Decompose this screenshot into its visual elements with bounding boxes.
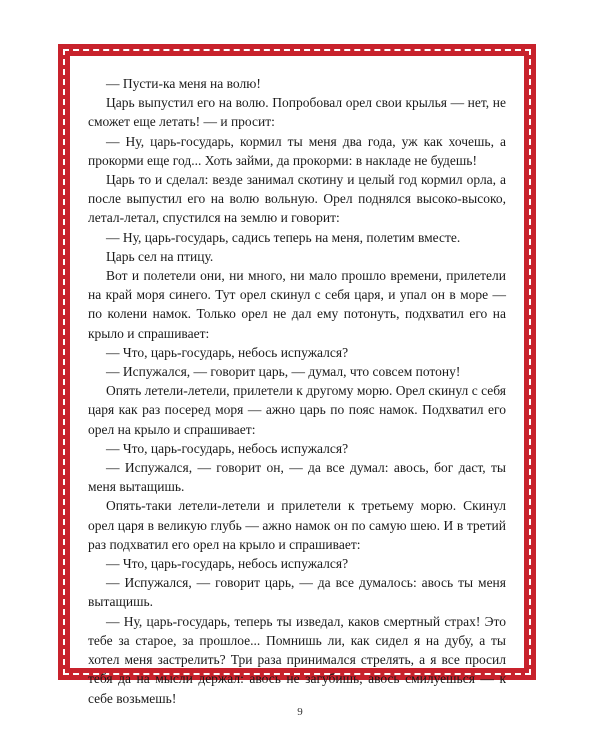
paragraph: — Испужался, — говорит он, — да все думал: авось, бог даст, ты меня вытащишь. bbox=[88, 460, 506, 495]
paragraph: Царь то и сделал: везде занимал скотину и целый год кормил орла, а после выпустил его на волю вольную. Орел поднялся высоко-высоко, летал-летал, спустился на землю и говорит: bbox=[88, 172, 506, 226]
paragraph: — Ну, царь-государь, теперь ты изведал, каков смертный страх! Это тебе за старое, за прошлое... Помнишь ли, как сидел я на дубу, а ты хотел меня застрелить? Три раза принимался стрелять, а я все просил тебя да на мысли держал: авось не загубишь, авось смилуешься — к себе возьмешь! bbox=[88, 613, 506, 706]
paragraph: — Что, царь-государь, небось испужался? bbox=[106, 440, 349, 456]
story-text bbox=[88, 74, 506, 708]
paragraph: Опять летели-летели, прилетели к другому морю. Орел скинул с себя царя как раз посеред моря — ажно царь по пояс намок. Подхватил его орел на крыло и спрашивает: bbox=[88, 383, 506, 437]
paragraph: — Испужался, — говорит царь, — думал, что совсем потону! bbox=[106, 364, 461, 380]
paragraph: — Ну, царь-государь, кормил ты меня два года, уж как хочешь, а прокорми еще год... Хоть займи, да прокорми: в накладе не будешь! bbox=[88, 133, 506, 168]
paragraph: — Испужался, — говорит царь, — да все думалось: авось ты меня вытащишь. bbox=[88, 575, 506, 610]
paragraph: — Пусти-ка меня на волю! bbox=[106, 76, 261, 91]
paragraph: Царь сел на птицу. bbox=[106, 248, 214, 264]
paragraph: — Что, царь-государь, небось испужался? bbox=[106, 556, 349, 572]
paragraph: — Ну, царь-государь, садись теперь на меня, полетим вместе. bbox=[106, 229, 461, 245]
paragraph: Опять-таки летели-летели и прилетели к третьему морю. Скинул орел царя в великую глубь — ажно намок он по самую шею. И в третий раз подхватил его орел на крыло и спрашивает: bbox=[88, 498, 506, 552]
paragraph: Царь выпустил его на волю. Попробовал орел свои крылья — нет, не сможет еще летать! — и просит: bbox=[88, 95, 506, 130]
paragraph: — Что, царь-государь, небось испужался? bbox=[106, 344, 349, 360]
paragraph: Вот и полетели они, ни много, ни мало прошло времени, прилетели на край моря синего. Тут орел скинул с себя царя, и упал он в море — по колени намок. Только орел не дал ему потонуть, подхватил его на крыло и спрашивает: bbox=[88, 268, 506, 341]
page-number: 9 bbox=[297, 706, 303, 718]
